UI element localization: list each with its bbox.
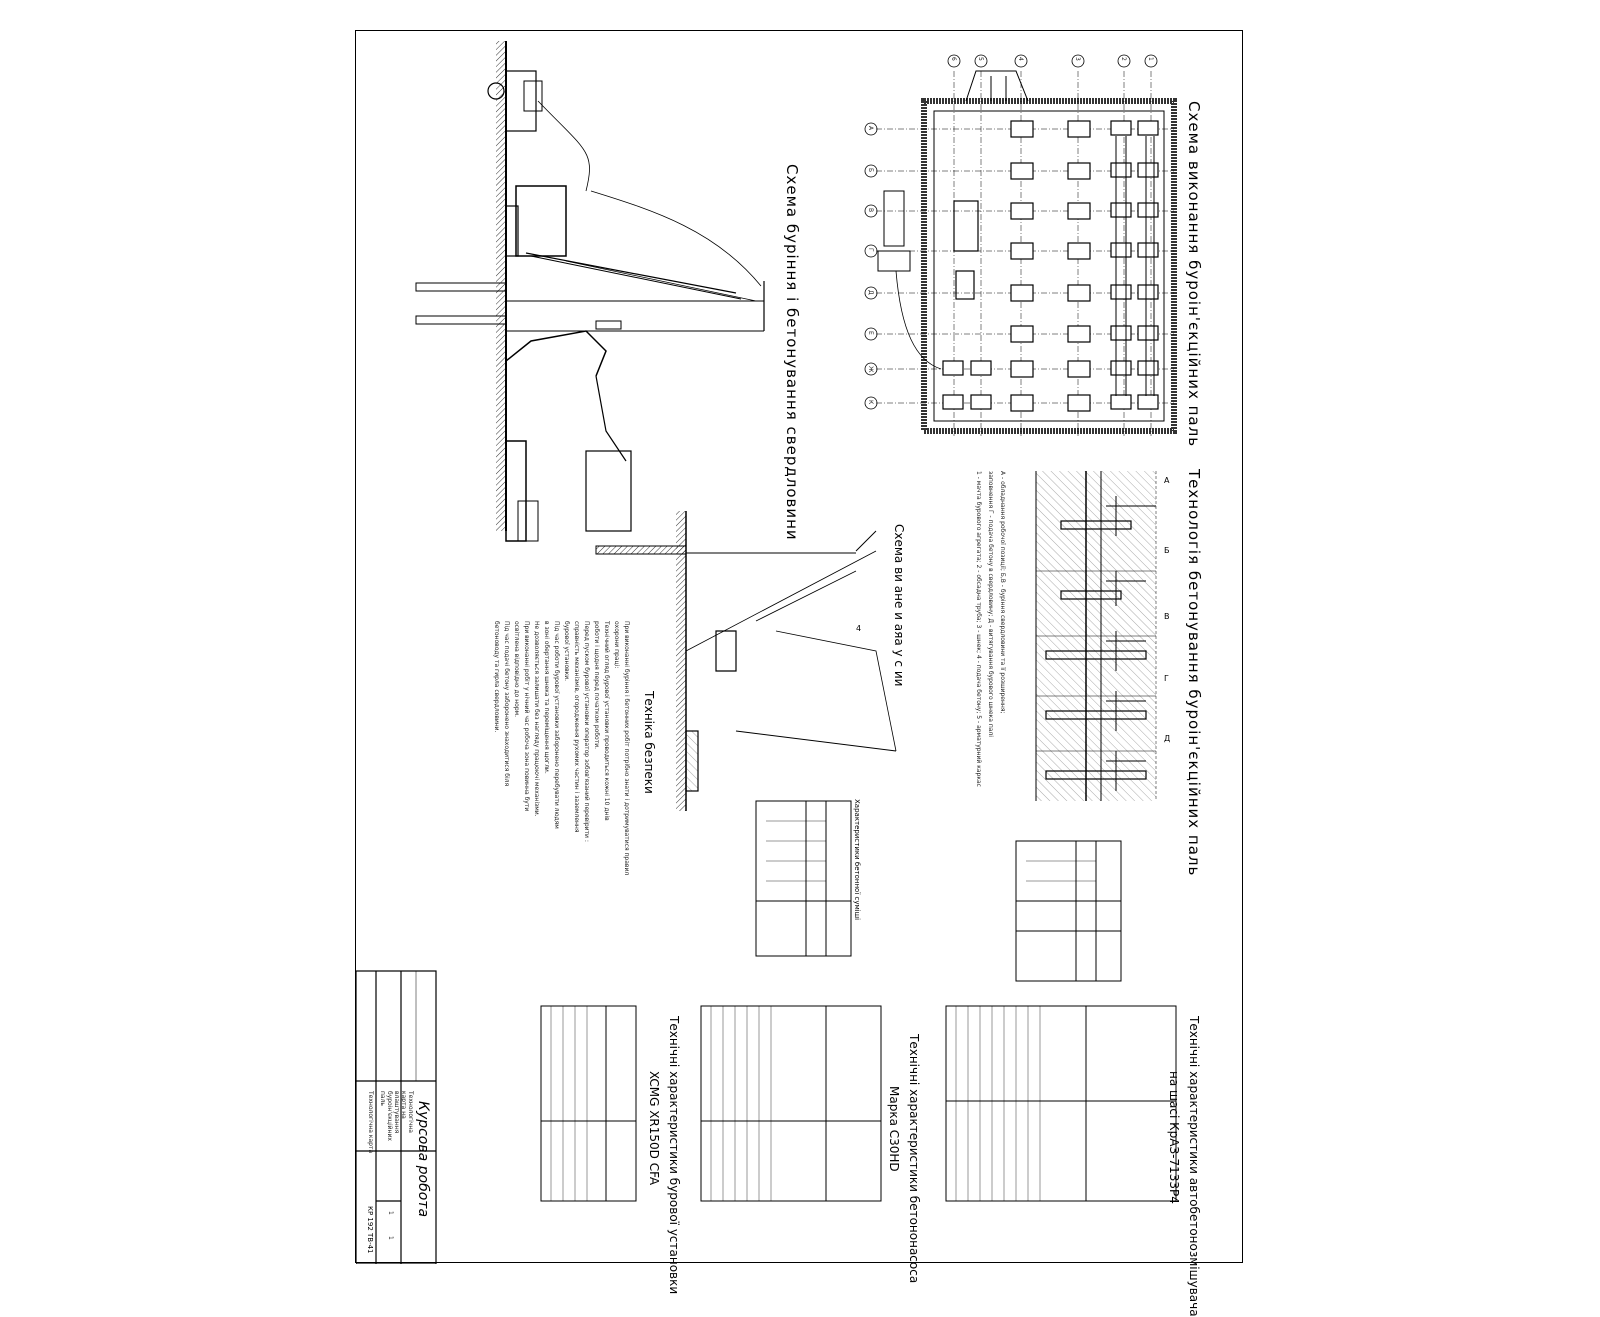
stamp-sheets: 1 bbox=[387, 1236, 394, 1240]
legend-line-2: заповнення Г - подача бетону в свердловину; Д - витягування бурового шнека палі bbox=[987, 471, 994, 737]
drill-rig-title: Технічні характеристики бурової установки bbox=[667, 1016, 681, 1295]
drawing-sheet bbox=[355, 30, 1243, 1317]
safety-text: При виконанні буріння і бетонних робіт потрібно знати і дотримуватися правил охорони праці: Технічний огляд бурової установки проводиться кожні 10 днів роботи і щодня перед початком роботи. Перед пуском бурової установки оператор зобов'язаний перевірити : справність механізмів, огородження рухомих частин і заземлення бурової установки. Під час роботи бурової установки заборонено перебувати людям в зоні обертання шнека та переміщення щогли. Не дозволяється залишати без нагляду працюючі механізми. При виконанні робіт у нічний час робоча зона повинна бути освітлена відповідно до норм. Під час подачі бетону заборонено знаходитися біля бетоноводу та гирла свердловини. bbox=[493, 621, 630, 876]
drilling-scheme-title: Схема буріння і бетонування свердловини bbox=[783, 164, 801, 541]
stage-letter-b: Б bbox=[1164, 546, 1170, 555]
truck-mixer-model: на шасі КрАЗ-7133Р4 bbox=[1167, 1071, 1181, 1204]
stage-letter-v: В bbox=[1164, 612, 1170, 621]
axis-col-1: 6 bbox=[950, 57, 957, 61]
truck-mixer-title: Технічні характеристики автобетонозмішувача bbox=[1187, 1016, 1201, 1317]
stage-letter-g: Г bbox=[1164, 674, 1169, 683]
stage-scheme-title: Схема ви ане и аяа у с ии bbox=[892, 524, 906, 687]
stamp-code: КР 192 ТВ-41 bbox=[366, 1206, 374, 1254]
drilling-scheme bbox=[416, 41, 764, 541]
axis-row-7: Ж bbox=[867, 366, 874, 373]
stamp-subtitle: Технологічна карта на влаштування буроін'єкційних паль bbox=[379, 1091, 414, 1141]
stage-letter-d: Д bbox=[1164, 734, 1171, 743]
axis-col-6: 1 bbox=[1147, 57, 1154, 61]
stamp-sheet-name: Технологічна карта bbox=[367, 1091, 374, 1154]
axis-row-4: Г bbox=[867, 248, 874, 252]
axis-row-8: К bbox=[867, 400, 874, 405]
stage-drawing-label: 4 bbox=[856, 624, 862, 633]
axis-col-2: 5 bbox=[977, 57, 984, 61]
stage-scheme bbox=[596, 511, 896, 811]
axis-col-4: 3 bbox=[1074, 57, 1081, 61]
concreting-technology-title: Технологія бетонування буроін'єкційних паль bbox=[1185, 469, 1203, 877]
technology-stages bbox=[1036, 471, 1156, 801]
axis-col-3: 4 bbox=[1017, 57, 1024, 61]
safety-title: Техніка безпеки bbox=[642, 691, 656, 794]
drill-rig-model: XCMG XR150D CFA bbox=[647, 1071, 661, 1186]
pile-plan bbox=[865, 55, 1174, 436]
legend-line-3: 1 - мачта бурового агрегата; 2 - обсадна труба; 3 - шнек; 4 - подача бетону; 5 - арматурний каркас bbox=[975, 471, 982, 787]
axis-row-3: В bbox=[867, 208, 874, 213]
axis-row-5: Д bbox=[867, 290, 874, 295]
axis-row-2: Б bbox=[867, 168, 874, 173]
drawing-graphics bbox=[356, 31, 1244, 1264]
legend-line-1: А - обладнання робочої позиції; Б,В - буріння свердловини та її розширення; bbox=[999, 471, 1006, 714]
pile-execution-scheme-title: Схема виконання буроін'єкційних паль bbox=[1185, 101, 1203, 448]
concrete-mix-title: Характеристики бетонної суміші bbox=[853, 799, 861, 921]
concrete-pump-title: Технічні характеристики бетононасоса bbox=[907, 1034, 921, 1284]
axis-col-5: 2 bbox=[1120, 57, 1127, 61]
stamp-title: Курсова робота bbox=[415, 1101, 431, 1218]
stamp-sheet-no: 1 bbox=[387, 1211, 394, 1215]
axis-row-1: А bbox=[867, 126, 874, 131]
stage-letter-a: А bbox=[1164, 476, 1170, 485]
concrete-pump-model: Марка С30НD bbox=[887, 1086, 901, 1172]
axis-row-6: Е bbox=[867, 331, 874, 335]
